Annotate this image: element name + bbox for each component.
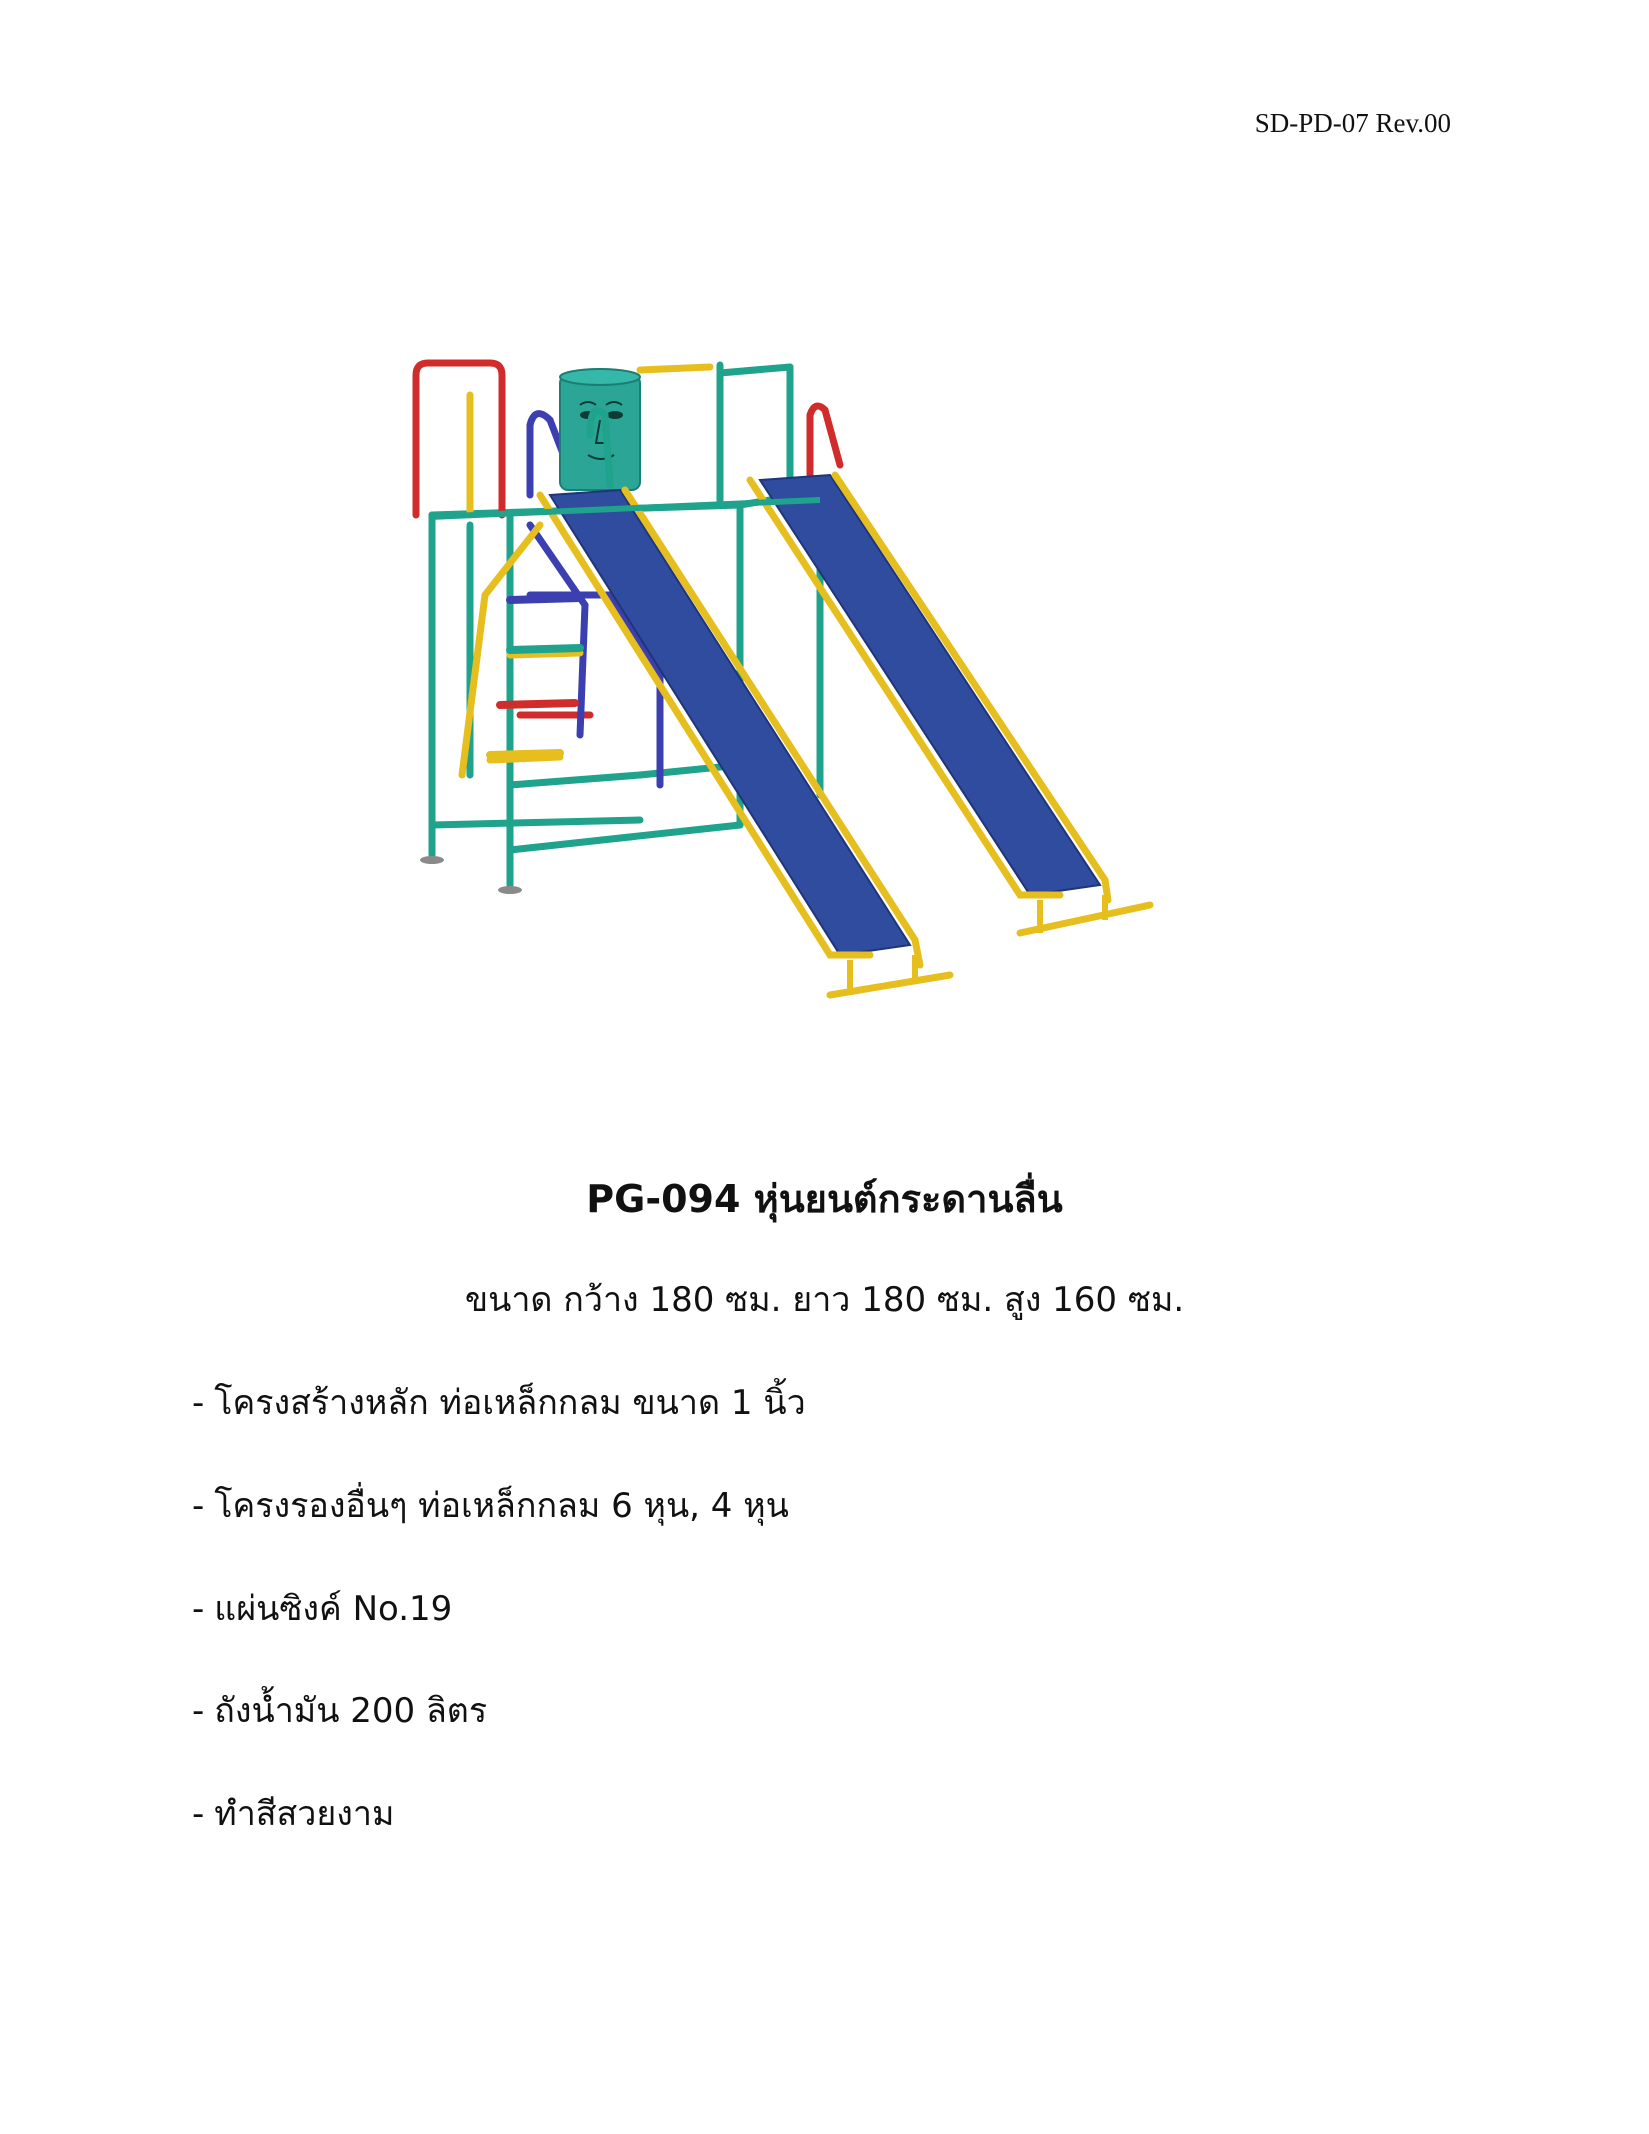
bullet-dash: - bbox=[192, 1486, 205, 1526]
spec-text: แผ่นซิงค์ No.19 bbox=[214, 1589, 453, 1629]
spec-item bbox=[192, 1478, 789, 1532]
spec-item bbox=[192, 1581, 452, 1635]
spec-text: โครงสร้างหลัก ท่อเหล็กกลม ขนาด 1 นิ้ว bbox=[214, 1383, 806, 1423]
spec-text: ทำสีสวยงาม bbox=[214, 1794, 395, 1834]
document-code: SD-PD-07 Rev.00 bbox=[1254, 108, 1451, 138]
spec-item bbox=[192, 1786, 394, 1840]
bullet-dash: - bbox=[192, 1691, 205, 1731]
product-size: ขนาด กว้าง 180 ซม. ยาว 180 ซม. สูง 160 ซม. bbox=[464, 1280, 1185, 1320]
spec-item bbox=[192, 1375, 806, 1429]
bullet-dash: - bbox=[192, 1589, 205, 1629]
bullet-dash: - bbox=[192, 1383, 205, 1423]
spec-text: ถังน้ำมัน 200 ลิตร bbox=[214, 1691, 488, 1731]
product-title: PG-094 หุ่นยนต์กระดานลื่น bbox=[586, 1177, 1063, 1221]
bullet-dash: - bbox=[192, 1794, 205, 1834]
playground-slide-photo bbox=[410, 355, 1200, 1025]
spec-item bbox=[192, 1683, 487, 1737]
spec-text: โครงรองอื่นๆ ท่อเหล็กกลม 6 หุน, 4 หุน bbox=[214, 1486, 789, 1526]
